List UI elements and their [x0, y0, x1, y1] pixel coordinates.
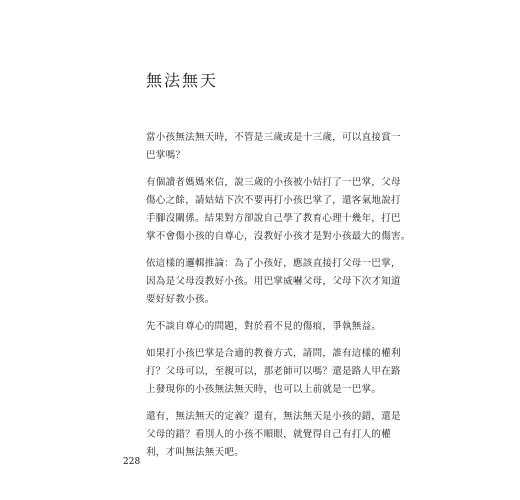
paragraph-line: 還有，無法無天的定義？還有，無法無天是小孩的錯，還是	[146, 411, 401, 422]
paragraph-line: 先不談自尊心的問題，對於看不見的傷痕，爭執無益。	[146, 321, 382, 332]
paragraph-line: 傷心之餘，請姑姑下次不要再打小孩巴掌了，還客氣地說打	[146, 195, 401, 206]
paragraph-line: 巴掌嗎？	[146, 150, 186, 161]
page-body	[146, 129, 496, 471]
chapter-title: 無法無天	[146, 71, 219, 90]
paragraph-line: 因為是父母沒教好小孩。用巴掌威嚇父母，父母下次才知道	[146, 276, 401, 287]
paragraph-line: 如果打小孩巴掌是合適的教養方式，請問，誰有這樣的權利	[146, 348, 401, 359]
paragraph-6	[146, 408, 496, 462]
paragraph-line: 掌不會傷小孩的自尊心，沒教好小孩才是對小孩最大的傷害。	[146, 231, 411, 242]
paragraph-line: 當小孩無法無天時，不管是三歲或是十三歲，可以直接賞一	[146, 132, 401, 143]
paragraph-line: 有個讀者媽媽來信，說三歲的小孩被小姑打了一巴掌，父母	[146, 177, 401, 188]
paragraph-line: 利，才叫無法無天吧。	[146, 447, 245, 458]
paragraph-4	[146, 318, 496, 336]
paragraph-line: 上發現你的小孩無法無天時，也可以上前就是一巴掌。	[146, 384, 382, 395]
paragraph-line: 要好好教小孩。	[146, 294, 215, 305]
page-number: 228	[123, 457, 141, 467]
paragraph-line: 手腳沒關係。結果對方卻說自己學了教育心理十幾年，打巴	[146, 213, 401, 224]
paragraph-3	[146, 255, 496, 309]
paragraph-line: 打？父母可以，至親可以，那老師可以嗎？還是路人甲在路	[146, 366, 401, 377]
paragraph-line: 依這樣的邏輯推論：為了小孩好，應該直接打父母一巴掌，	[146, 258, 401, 269]
paragraph-2	[146, 174, 496, 246]
paragraph-1	[146, 129, 496, 165]
paragraph-line: 父母的錯？看別人的小孩不順眼，就覺得自己有打人的權	[146, 429, 392, 440]
paragraph-5	[146, 345, 496, 399]
